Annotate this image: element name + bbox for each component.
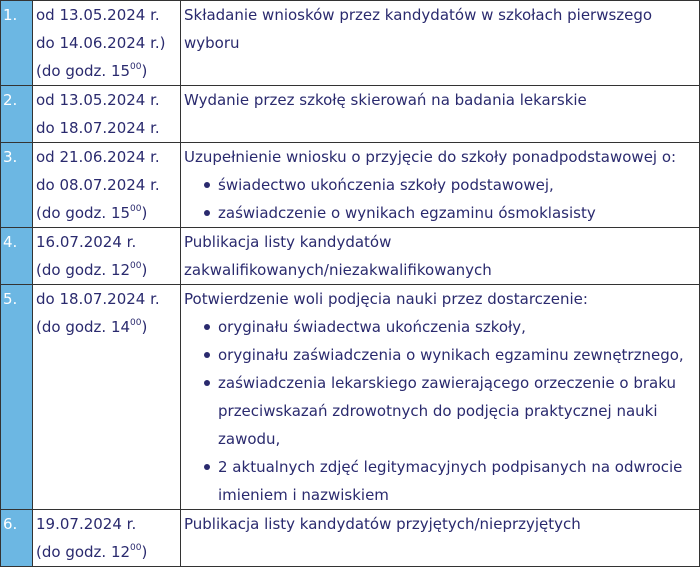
description-title: Publikacja listy kandydatów zakwalifikowanych/niezakwalifikowanych (184, 233, 492, 279)
deadline-time: (do godz. $15^{00}$) (36, 62, 148, 80)
date-cell (33, 143, 181, 228)
row-number: 2. (1, 86, 33, 143)
date-line: do 18.07.2024 r. (36, 290, 160, 308)
date-cell (33, 510, 181, 567)
date-line: od 13.05.2024 r. (36, 91, 160, 109)
date-cell (33, 1, 181, 86)
date-line: 19.07.2024 r. (36, 515, 137, 533)
table-row (1, 285, 700, 510)
description-title: Uzupełnienie wniosku o przyjęcie do szkoły ponadpodstawowej o: (184, 148, 677, 166)
bullet-list (184, 313, 699, 509)
table-row (1, 510, 700, 567)
row-number: 6. (1, 510, 33, 567)
list-item: świadectwo ukończenia szkoły podstawowej, (218, 171, 699, 199)
date-cell (33, 285, 181, 510)
description-cell (181, 285, 700, 510)
description-title: Publikacja listy kandydatów przyjętych/nieprzyjętych (184, 515, 581, 533)
date-line: do 08.07.2024 r. (36, 176, 160, 194)
deadline-time: (do godz. $14^{00}$) (36, 318, 148, 336)
description-title: Składanie wniosków przez kandydatów w szkołach pierwszego wyboru (184, 6, 653, 52)
list-item: 2 aktualnych zdjęć legitymacyjnych podpisanych na odwrocie imieniem i nazwiskiem (218, 453, 699, 509)
date-cell (33, 228, 181, 285)
list-item: oryginału świadectwa ukończenia szkoły, (218, 313, 699, 341)
date-line: do 18.07.2024 r. (36, 119, 160, 137)
description-cell (181, 143, 700, 228)
list-item: oryginału zaświadczenia o wynikach egzaminu zewnętrznego, (218, 341, 699, 369)
date-cell (33, 86, 181, 143)
table-row (1, 228, 700, 285)
list-item: zaświadczenie o wynikach egzaminu ósmoklasisty (218, 199, 699, 227)
date-line: do 14.06.2024 r.) (36, 34, 166, 52)
bullet-list (184, 171, 699, 227)
description-cell (181, 228, 700, 285)
list-item: zaświadczenia lekarskiego zawierającego orzeczenie o braku przeciwskazań zdrowotnych do podjęcia praktycznej nauki zawodu, (218, 369, 699, 453)
date-line: od 21.06.2024 r. (36, 148, 160, 166)
description-cell (181, 510, 700, 567)
deadline-time: (do godz. $12^{00}$) (36, 543, 148, 561)
row-number: 5. (1, 285, 33, 510)
description-cell (181, 86, 700, 143)
description-cell (181, 1, 700, 86)
description-title: Wydanie przez szkołę skierowań na badania lekarskie (184, 91, 587, 109)
row-number: 4. (1, 228, 33, 285)
description-title: Potwierdzenie woli podjęcia nauki przez dostarczenie: (184, 290, 588, 308)
deadline-time: (do godz. $12^{00}$) (36, 261, 148, 279)
date-line: od 13.05.2024 r. (36, 6, 160, 24)
table-row (1, 1, 700, 86)
deadline-time: (do godz. $15^{00}$) (36, 204, 148, 222)
row-number: 3. (1, 143, 33, 228)
table-row (1, 143, 700, 228)
date-line: 16.07.2024 r. (36, 233, 137, 251)
row-number: 1. (1, 1, 33, 86)
table-row (1, 86, 700, 143)
